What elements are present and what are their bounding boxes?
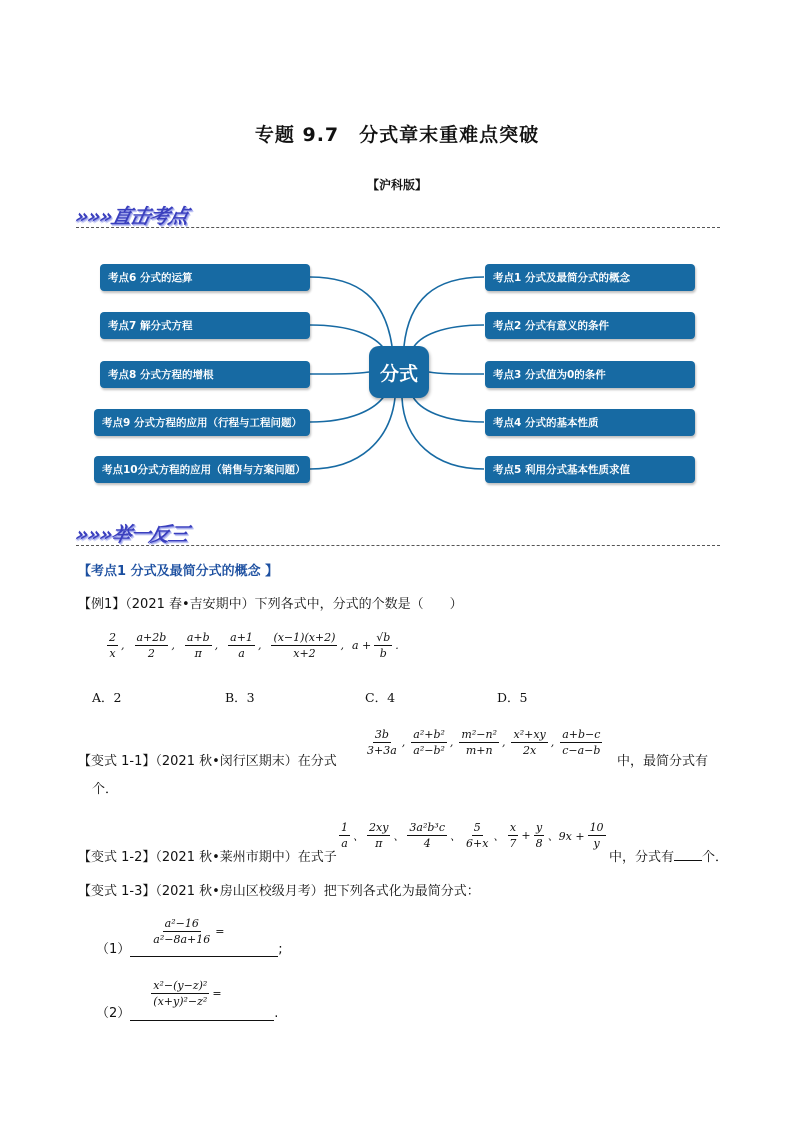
variant-1-3 xyxy=(78,880,480,899)
variant-1-1-tail: 中，最简分式有 xyxy=(617,754,709,769)
divider xyxy=(76,545,720,546)
mindmap-node-left-2: 考点7 解分式方程 xyxy=(100,312,310,339)
mindmap-center: 分式 xyxy=(369,346,429,398)
mindmap-node-right-2: 考点2 分式有意义的条件 xyxy=(485,312,695,339)
example-text: （2021 春•吉安期中）下列各式中，分式的个数是（ ） xyxy=(125,597,463,612)
option-c: C．4 xyxy=(365,690,396,705)
example-1-expressions: $\frac{2}{x}$ , $\frac{a+2b}{2}$ , $\frac{a+b}{\pi}$ , $\frac{a+1}{a}$ , $\frac{(x-1)(x+2)}{x+2}$ , a + $\frac{√b}{b}$ . xyxy=(109,631,399,660)
mindmap-node-left-4: 考点9 分式方程的应用（行程与工程问题） xyxy=(94,409,310,436)
mindmap-node-right-5: 考点5 利用分式基本性质求值 xyxy=(485,456,695,483)
variant-1-3-item-2: （2） $\frac{\text{x²−(y−z)²}}{\text{(x+y)²−z²}}$ = . xyxy=(96,979,279,1021)
variant-text: （2021 秋•房山区校级月考）把下列各式化为最简分式： xyxy=(155,884,480,899)
variant-text: （2021 秋•莱州市期中）在式子 xyxy=(155,850,337,865)
variant-1-3-item-1: （1） $\frac{\text{a²−16}}{\text{a²−8a+16}}$ = ; xyxy=(96,917,283,957)
option-d: D．5 xyxy=(497,690,528,705)
variant-1-2-tail: 中，分式有 个． xyxy=(609,850,729,865)
variant-text: （2021 秋•闵行区期末）在分式 xyxy=(155,754,337,769)
variant-1-1 xyxy=(78,750,337,769)
banner-practice: »»»举一反三 xyxy=(73,522,191,546)
option-a: A．2 xyxy=(92,690,122,705)
banner-key-points: »»»直击考点 xyxy=(73,204,191,228)
variant-1-1-expressions: $\frac{3b}{3+3a}$ , $\frac{\text{a²+b²}}{\text{a²−b²}}$ , $\frac{\text{m²−n²}}{m+n}$ , $\frac{\text{x²+xy}}{2x}$ , $\frac{a+b-c}{c-a-b}$ xyxy=(367,728,601,757)
mindmap-node-right-4: 考点4 分式的基本性质 xyxy=(485,409,695,436)
option-b: B．3 xyxy=(225,690,255,705)
section-heading: 【考点1 分式及最简分式的概念 】 xyxy=(78,564,279,579)
variant-label: 【变式 1-1】 xyxy=(78,754,156,769)
example-label: 【例1】 xyxy=(78,597,126,612)
variant-label: 【变式 1-2】 xyxy=(78,850,156,865)
mindmap-node-right-1: 考点1 分式及最简分式的概念 xyxy=(485,264,695,291)
edition-label: 【沪科版】 xyxy=(366,178,427,192)
variant-label: 【变式 1-3】 xyxy=(78,884,156,899)
mindmap-node-left-3: 考点8 分式方程的增根 xyxy=(100,361,310,388)
answer-blank[interactable] xyxy=(674,860,702,861)
variant-1-1-line2: 个． xyxy=(92,782,119,797)
example-1 xyxy=(78,593,463,612)
mindmap-node-right-3: 考点3 分式值为0的条件 xyxy=(485,361,695,388)
mindmap-node-left-5: 考点10分式方程的应用（销售与方案问题） xyxy=(94,456,310,483)
mindmap-node-left-1: 考点6 分式的运算 xyxy=(100,264,310,291)
variant-1-2 xyxy=(78,846,337,865)
page-title: 专题 9.7 分式章末重难点突破 xyxy=(254,124,540,146)
variant-1-2-expressions: $\frac{1}{a}$ 、 $\frac{2xy}{\pi}$ 、 $\frac{\text{3a²b³c}}{4}$ 、 $\frac{5}{6+x}$ 、 $\frac{x}{7}$ + $\frac{y}{8}$ 、9x + $\frac{10}{y}$ xyxy=(341,821,604,850)
answer-blank[interactable]: $\frac{\text{a²−16}}{\text{a²−8a+16}}$ = xyxy=(130,916,278,957)
answer-blank[interactable]: $\frac{\text{x²−(y−z)²}}{\text{(x+y)²−z²}}$ = xyxy=(130,978,274,1021)
